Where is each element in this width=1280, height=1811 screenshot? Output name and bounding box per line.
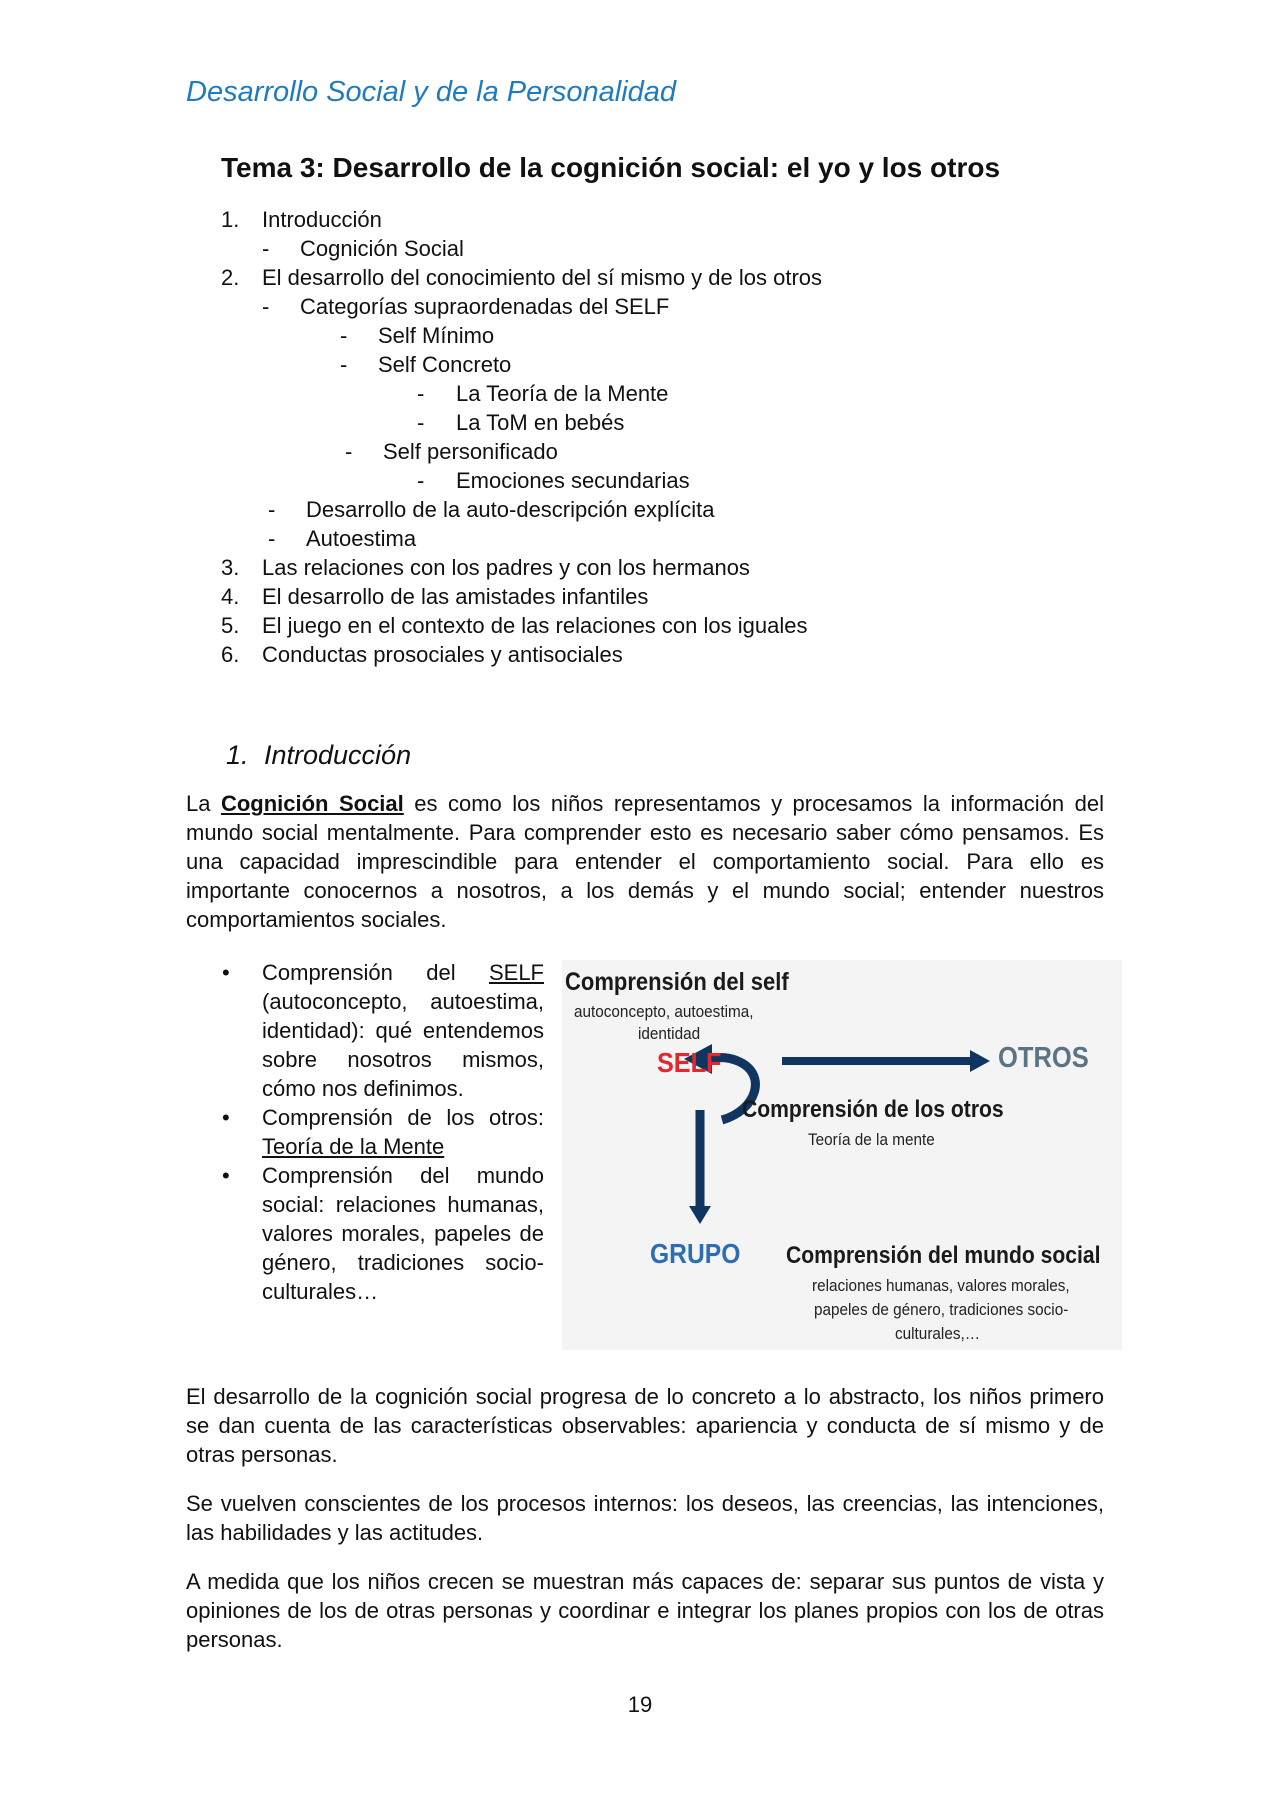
- page-number: 19: [627, 1692, 653, 1717]
- mundo-subtitle-2: papeles de género, tradiciones socio-: [814, 1300, 1069, 1319]
- toc-marker: -: [262, 294, 270, 319]
- body-paragraph: Se vuelven conscientes de los procesos internos: los deseos, las creencias, las intenciones, las habilidades y las actitudes.: [186, 1491, 1104, 1545]
- running-header: Desarrollo Social y de la Personalidad: [186, 76, 677, 108]
- bullet-dot: •: [222, 1105, 230, 1130]
- toc-marker: 3.: [221, 555, 240, 580]
- body-paragraph: El desarrollo de la cognición social progresa de lo concreto a lo abstracto, los niños primero se dan cuenta de las características observables: apariencia y conducta de sí mismo y de otras personas.: [186, 1384, 1104, 1467]
- toc-text: Self personificado: [383, 439, 558, 464]
- arrow-to-grupo-head: [689, 1206, 711, 1224]
- arrow-to-otros-head: [970, 1050, 990, 1072]
- key-term: Cognición Social: [220, 791, 404, 816]
- bullet-text: Comprensión del: [262, 960, 489, 985]
- bullet-item: [222, 1161, 544, 1306]
- body-paragraph: A medida que los niños crecen se muestran más capaces de: separar sus puntos de vista y opiniones de los de otras personas y coordinar e integrar los planes propios con los de otras personas.: [186, 1569, 1104, 1652]
- intro-lead: La: [186, 791, 221, 816]
- toc-marker: -: [262, 236, 270, 261]
- toc-marker: 5.: [221, 613, 240, 638]
- toc-text: Self Mínimo: [378, 323, 495, 348]
- social-cognition-diagram: [562, 960, 1122, 1350]
- bullet-text: Comprensión del mundo social: relaciones humanas, valores morales, papeles de género, tradiciones socio-culturales…: [262, 1163, 544, 1304]
- toc-text: Desarrollo de la auto-descripción explícita: [306, 497, 715, 522]
- toc-text: Cognición Social: [300, 236, 464, 261]
- bullet-item: [222, 1103, 544, 1161]
- toc-text: Emociones secundarias: [456, 468, 690, 493]
- mundo-subtitle-3: culturales,…: [895, 1324, 981, 1343]
- toc-text: La Teoría de la Mente: [456, 381, 669, 406]
- bullet-underlined-term: Teoría de la Mente: [262, 1134, 445, 1159]
- toc-marker: -: [417, 468, 425, 493]
- bullet-text: Comprensión de los otros:: [262, 1105, 544, 1130]
- self-subtitle-1: autoconcepto, autoestima,: [574, 1002, 754, 1021]
- toc-marker: 4.: [221, 584, 240, 609]
- toc-text: Autoestima: [306, 526, 417, 551]
- toc-marker: -: [417, 410, 425, 435]
- toc-text: El desarrollo del conocimiento del sí mismo y de los otros: [262, 265, 823, 290]
- bullet-dot: •: [222, 1163, 230, 1188]
- bullet-list: [222, 958, 544, 1306]
- bullet-item: [222, 958, 544, 1103]
- toc-text: Self Concreto: [378, 352, 512, 377]
- intro-paragraph: [186, 789, 1104, 934]
- self-subtitle-2: identidad: [638, 1024, 701, 1043]
- toc-text: Las relaciones con los padres y con los hermanos: [262, 555, 750, 580]
- mundo-subtitle-1: relaciones humanas, valores morales,: [812, 1276, 1070, 1295]
- intro-rest: es como los niños representamos y procesamos la información del mundo social mentalmente. Para comprender esto es necesario saber cómo pensamos. Es una capacidad imprescindible para entender el comportamiento social. Para ello es importante conocernos a nosotros, a los demás y el mundo social; entender nuestros comportamientos sociales.: [186, 791, 1104, 932]
- toc-marker: -: [345, 439, 353, 464]
- toc-marker: 6.: [221, 642, 240, 667]
- toc-marker: -: [340, 352, 348, 377]
- toc-text: Categorías supraordenadas del SELF: [300, 294, 670, 319]
- toc-marker: 2.: [221, 265, 240, 290]
- otros-label: OTROS: [998, 1042, 1089, 1074]
- toc-marker: -: [268, 526, 276, 551]
- toc-marker: 1.: [221, 207, 240, 232]
- section-number: 1.: [226, 740, 249, 770]
- grupo-label: GRUPO: [650, 1238, 741, 1269]
- mundo-title: Comprensión del mundo social: [786, 1242, 1101, 1269]
- self-title: Comprensión del self: [565, 968, 789, 996]
- toc-text: Introducción: [262, 207, 382, 232]
- section-title: Introducción: [264, 740, 412, 770]
- bullet-dot: •: [222, 960, 230, 985]
- otros-subtitle: Teoría de la mente: [808, 1130, 935, 1149]
- toc-text: El desarrollo de las amistades infantiles: [262, 584, 649, 609]
- toc-text: Conductas prosociales y antisociales: [262, 642, 623, 667]
- bullet-underlined-term: SELF: [488, 960, 544, 985]
- otros-title: Comprensión de los otros: [742, 1096, 1004, 1123]
- toc-text: La ToM en bebés: [456, 410, 625, 435]
- chapter-title: Tema 3: Desarrollo de la cognición social: el yo y los otros: [221, 152, 1001, 183]
- toc-marker: -: [417, 381, 425, 406]
- toc-text: El juego en el contexto de las relaciones con los iguales: [262, 613, 808, 638]
- section-heading: [226, 740, 411, 771]
- self-label: SELF: [657, 1047, 722, 1078]
- toc-marker: -: [268, 497, 276, 522]
- bullet-text: (autoconcepto, autoestima, identidad): qué entendemos sobre nosotros mismos, cómo nos definimos.: [262, 989, 544, 1101]
- toc-marker: -: [340, 323, 348, 348]
